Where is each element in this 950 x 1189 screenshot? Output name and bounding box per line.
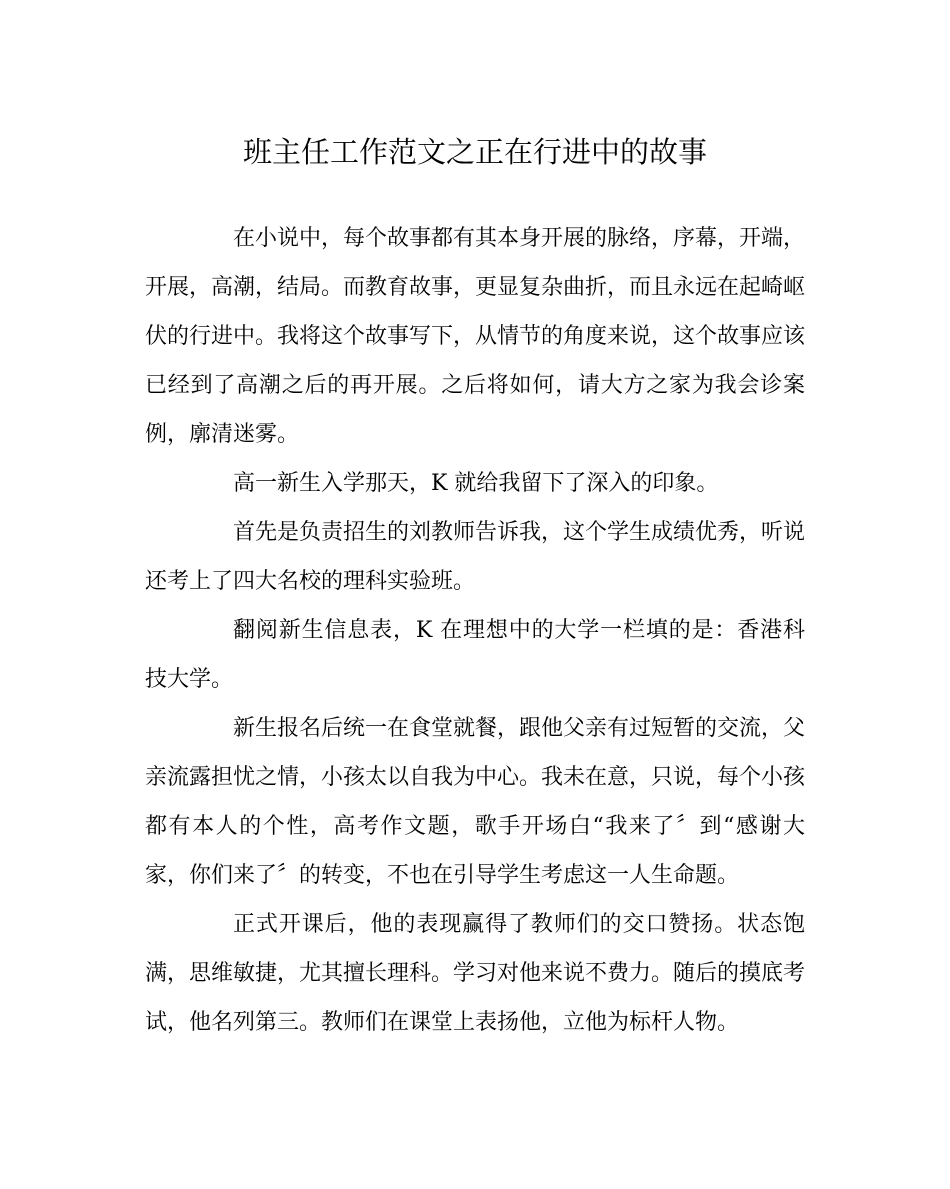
paragraph: 正式开课后，他的表现赢得了教师们的交口赞扬。状态饱满，思维敏捷，尤其擅长理科。学习对他来说不费力。随后的摸底考试，他名列第三。教师们在课堂上表扬他，立他为标杆人物。 [145, 912, 806, 1035]
paragraph: 高一新生入学那天，K 就给我留下了深入的印象。 [233, 471, 719, 496]
document-title: 班主任工作范文之正在行进中的故事 [242, 135, 707, 169]
paragraph: 首先是负责招生的刘教师告诉我，这个学生成绩优秀，听说还考上了四大名校的理科实验班。 [145, 520, 806, 594]
paragraph: 在小说中，每个故事都有其本身开展的脉络，序幕，开端，开展，高潮，结局。而教育故事，更显复杂曲折，而且永远在起崎岖伏的行进中。我将这个故事写下，从情节的角度来说，这个故事应该已经到了高潮之后的再开展。之后将如何，请大方之家为我会诊案例，廓清迷雾。 [145, 226, 806, 447]
document-body [145, 214, 805, 1047]
paragraph: 新生报名后统一在食堂就餐，跟他父亲有过短暂的交流，父亲流露担忧之情，小孩太以自我为中心。我未在意，只说，每个小孩都有本人的个性，高考作文题，歌手开场白“我来了〞到“感谢大家，你们来了〞的转变，不也在引导学生考虑这一人生命题。 [145, 716, 806, 888]
paragraph: 翻阅新生信息表，K 在理想中的大学一栏填的是：香港科技大学。 [145, 618, 805, 692]
